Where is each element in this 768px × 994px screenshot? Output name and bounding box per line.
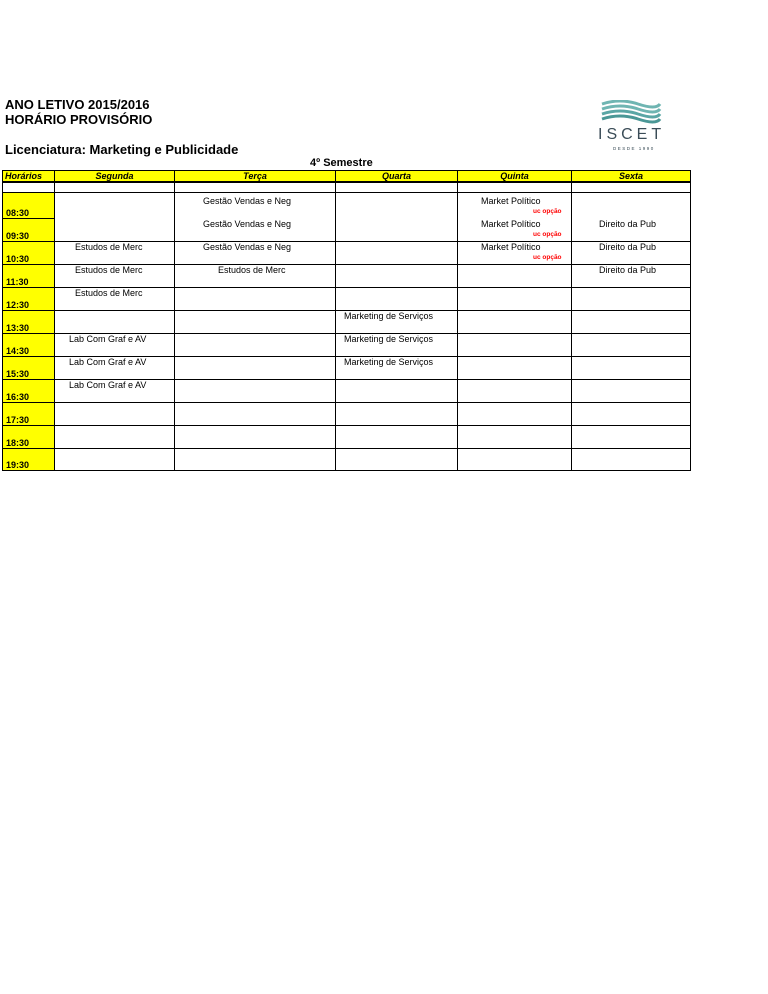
time-label: 19:30 [6,460,30,470]
class-entry-segunda: Estudos de Merc [75,265,143,275]
class-entry-segunda: Estudos de Merc [75,242,143,252]
class-entry-terca: Estudos de Merc [218,265,286,275]
time-label: 15:30 [6,369,30,379]
column-header-quinta: Quinta [457,170,572,182]
time-label: 08:30 [6,208,30,218]
class-entry-segunda: Estudos de Merc [75,288,143,298]
column-header-quarta: Quarta [335,170,458,182]
class-entry-segunda: Lab Com Graf e AV [69,334,147,344]
class-entry-terca: Gestão Vendas e Neg [203,242,292,252]
time-label: 09:30 [6,231,30,241]
time-label: 13:30 [6,323,30,333]
class-entry-terca: Gestão Vendas e Neg [203,219,292,229]
class-entry-terca: Gestão Vendas e Neg [203,196,292,206]
class-entry-segunda: Lab Com Graf e AV [69,380,147,390]
time-label: 18:30 [6,438,30,448]
class-entry-quarta: Marketing de Serviços [344,311,434,321]
semester-label: 4º Semestre [310,157,373,169]
column-header-segunda: Segunda [54,170,175,182]
column-header-sexta: Sexta [571,170,691,182]
class-entry-sexta: Direito da Pub [599,265,657,275]
class-entry-sexta: Direito da Pub [599,242,657,252]
optional-course-note: uc opção [533,231,562,238]
class-entry-quinta: Market Político [481,219,541,229]
academic-year: ANO LETIVO 2015/2016 [5,97,150,112]
course-title: Licenciatura: Marketing e Publicidade [5,142,239,157]
class-entry-quarta: Marketing de Serviços [344,357,434,367]
time-label: 10:30 [6,254,30,264]
schedule-status: HORÁRIO PROVISÓRIO [5,112,153,127]
class-entry-quinta: Market Político [481,242,541,252]
time-label: 12:30 [6,300,30,310]
logo-tagline: DESDE 1990 [613,146,655,151]
class-entry-segunda: Lab Com Graf e AV [69,357,147,367]
time-label: 14:30 [6,346,30,356]
time-label: 16:30 [6,392,30,402]
column-header-terca: Terça [174,170,336,182]
time-label: 11:30 [6,277,29,287]
column-header-horarios: Horários [2,170,55,182]
time-label: 17:30 [6,415,30,425]
class-entry-sexta: Direito da Pub [599,219,657,229]
class-entry-quinta: Market Político [481,196,541,206]
optional-course-note: uc opção [533,254,562,261]
logo-name: ISCET [598,126,666,143]
class-entry-quarta: Marketing de Serviços [344,334,434,344]
optional-course-note: uc opção [533,208,562,215]
